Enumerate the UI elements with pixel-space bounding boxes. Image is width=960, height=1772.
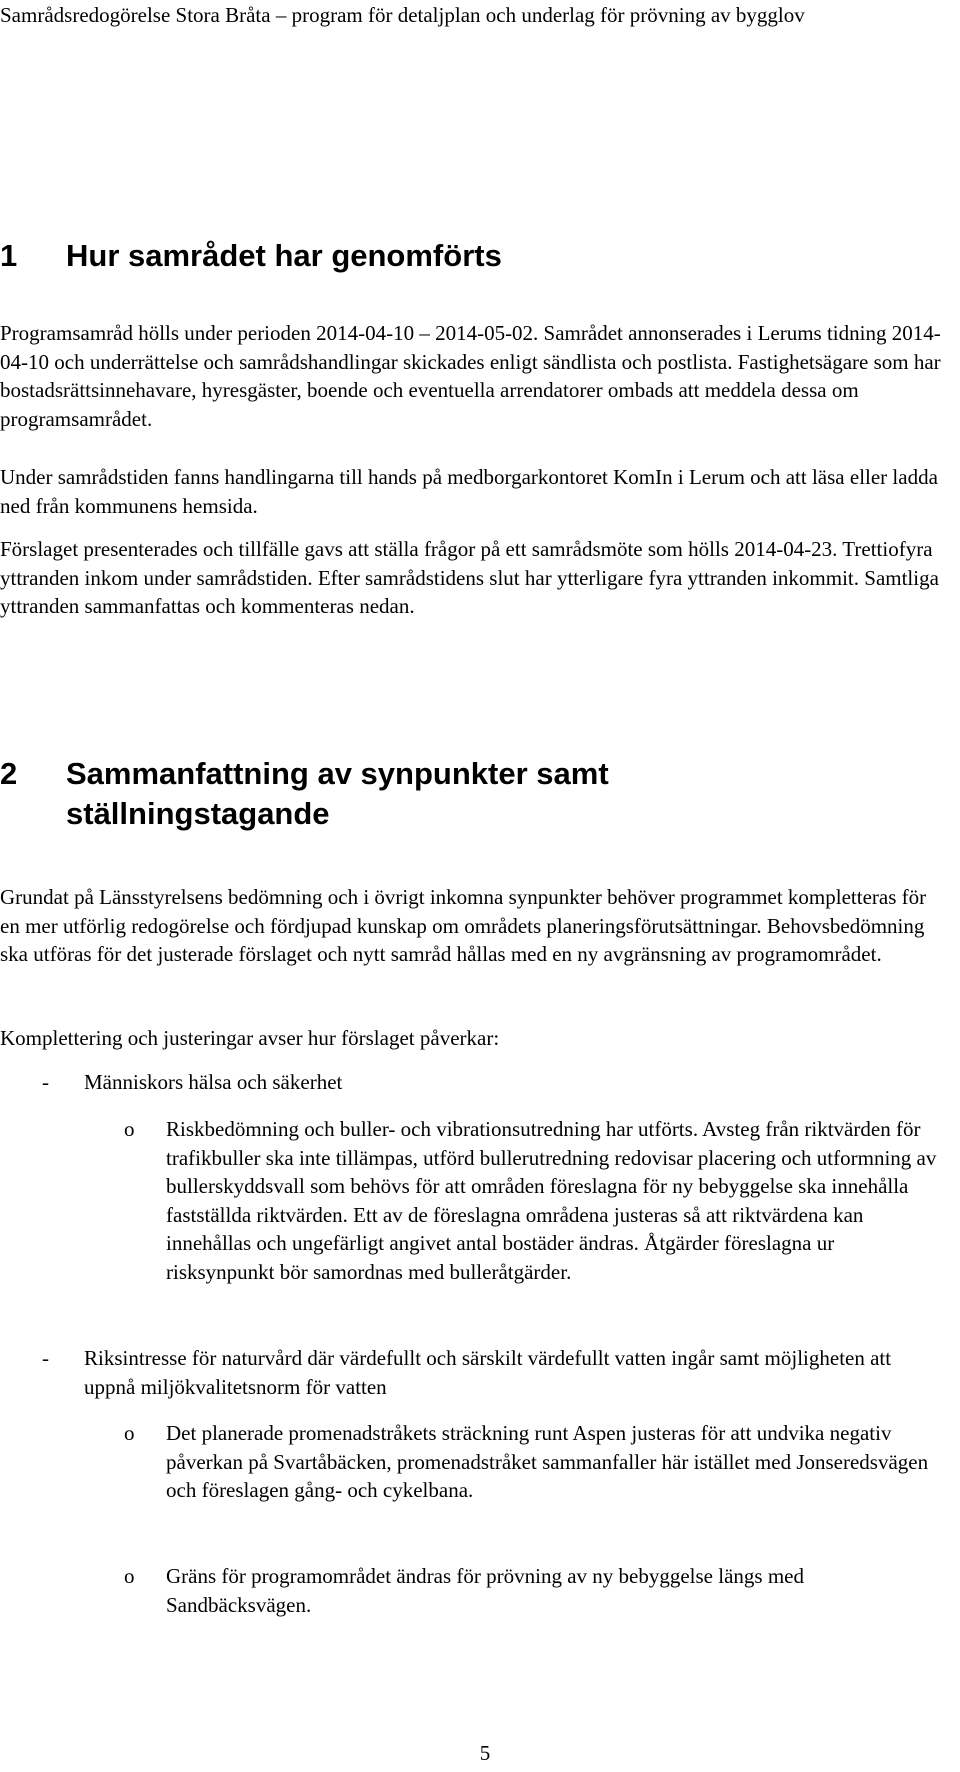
section-2-paragraph-2: Komplettering och justeringar avser hur förslaget påverkar: (0, 1026, 500, 1050)
dash-bullet-marker: - (42, 1070, 49, 1094)
page-number: 5 (479, 1741, 491, 1765)
circle-bullet-marker: o (124, 1421, 135, 1445)
sub-list-item-text: Det planerade promenadstråkets sträckning runt Aspen justeras för att undvika negativ påverkan på Svartåbäcken, promenadstråket sammanfaller här istället med Jonseredsvägen och föreslagen gång- och cykelbana. (166, 1421, 929, 1502)
section-2-title-line-1: Sammanfattning av synpunkter samt (66, 756, 609, 791)
sub-list-item (0, 1562, 880, 1619)
section-2-number: 2 (0, 756, 18, 791)
section-1-paragraph-1: Programsamråd hölls under perioden 2014-04-10 – 2014-05-02. Samrådet annonserades i Lerums tidning 2014-04-10 och underrättelse och samrådshandlingar skickades enligt sändlista och postlista. Fastighetsägare som har bostadsrättsinnehavare, hyresgäster, boende och eventuella arrendatorer ombads att meddela dessa om programsamrådet. (0, 321, 941, 431)
circle-bullet-marker: o (124, 1564, 135, 1588)
section-1-paragraph-2: Under samrådstiden fanns handlingarna till hands på medborgarkontoret KomIn i Lerum och att läsa eller ladda ned från kommunens hemsida. (0, 465, 938, 518)
section-2-title-line-2: ställningstagande (66, 796, 330, 831)
dash-bullet-marker: - (42, 1346, 49, 1370)
section-1-paragraph-3: Förslaget presenterades och tillfälle gavs att ställa frågor på ett samrådsmöte som hölls 2014-04-23. Trettiofyra yttranden inkom under samrådstiden. Efter samrådstidens slut har ytterligare fyra yttranden inkommit. Samtliga yttranden sammanfattas och kommenteras nedan. (0, 537, 939, 618)
section-1-title: Hur samrådet har genomförts (66, 238, 502, 273)
section-2-heading (0, 754, 609, 834)
list-item (0, 1068, 880, 1097)
sub-list-item (0, 1115, 937, 1286)
list-item-text: Riksintresse för naturvård där värdefullt och särskilt värdefullt vatten ingår samt möjligheten att uppnå miljökvalitetsnorm för vatten (84, 1346, 892, 1399)
running-header: Samrådsredogörelse Stora Bråta – program för detaljplan och underlag för prövning av bygglov (0, 3, 805, 27)
section-1-number: 1 (0, 238, 18, 273)
sub-list-item-text: Gräns för programområdet ändras för prövning av ny bebyggelse längs med Sandbäcksvägen. (166, 1564, 804, 1617)
section-2-paragraph-1: Grundat på Länsstyrelsens bedömning och i övrigt inkomna synpunkter behöver programmet kompletteras för en mer utförlig redogörelse och fördjupad kunskap om områdets planeringsförutsättningar. Behovsbedömning ska utföras för det justerade förslaget och nytt samråd hållas med en ny avgränsning av programområdet. (0, 885, 927, 966)
list-item (0, 1344, 892, 1401)
section-1-heading (0, 236, 502, 276)
circle-bullet-marker: o (124, 1117, 135, 1141)
list-item-text: Människors hälsa och säkerhet (84, 1070, 343, 1094)
sub-list-item (0, 1419, 929, 1505)
sub-list-item-text: Riskbedömning och buller- och vibrationsutredning har utförts. Avsteg från riktvärden för trafikbuller ska inte tillämpas, utförd bullerutredning redovisar placering och utformning av bullerskyddsvall som behövs för att områden föreslagna för ny bebyggelse ska innehålla fastställda riktvärden. Ett av de föreslagna områdena justeras så att riktvärdena kan innehållas och ungefärligt angivet antal bostäder ändras. Åtgärder föreslagna ur risksynpunkt bör samordnas med bulleråtgärder. (166, 1117, 937, 1284)
